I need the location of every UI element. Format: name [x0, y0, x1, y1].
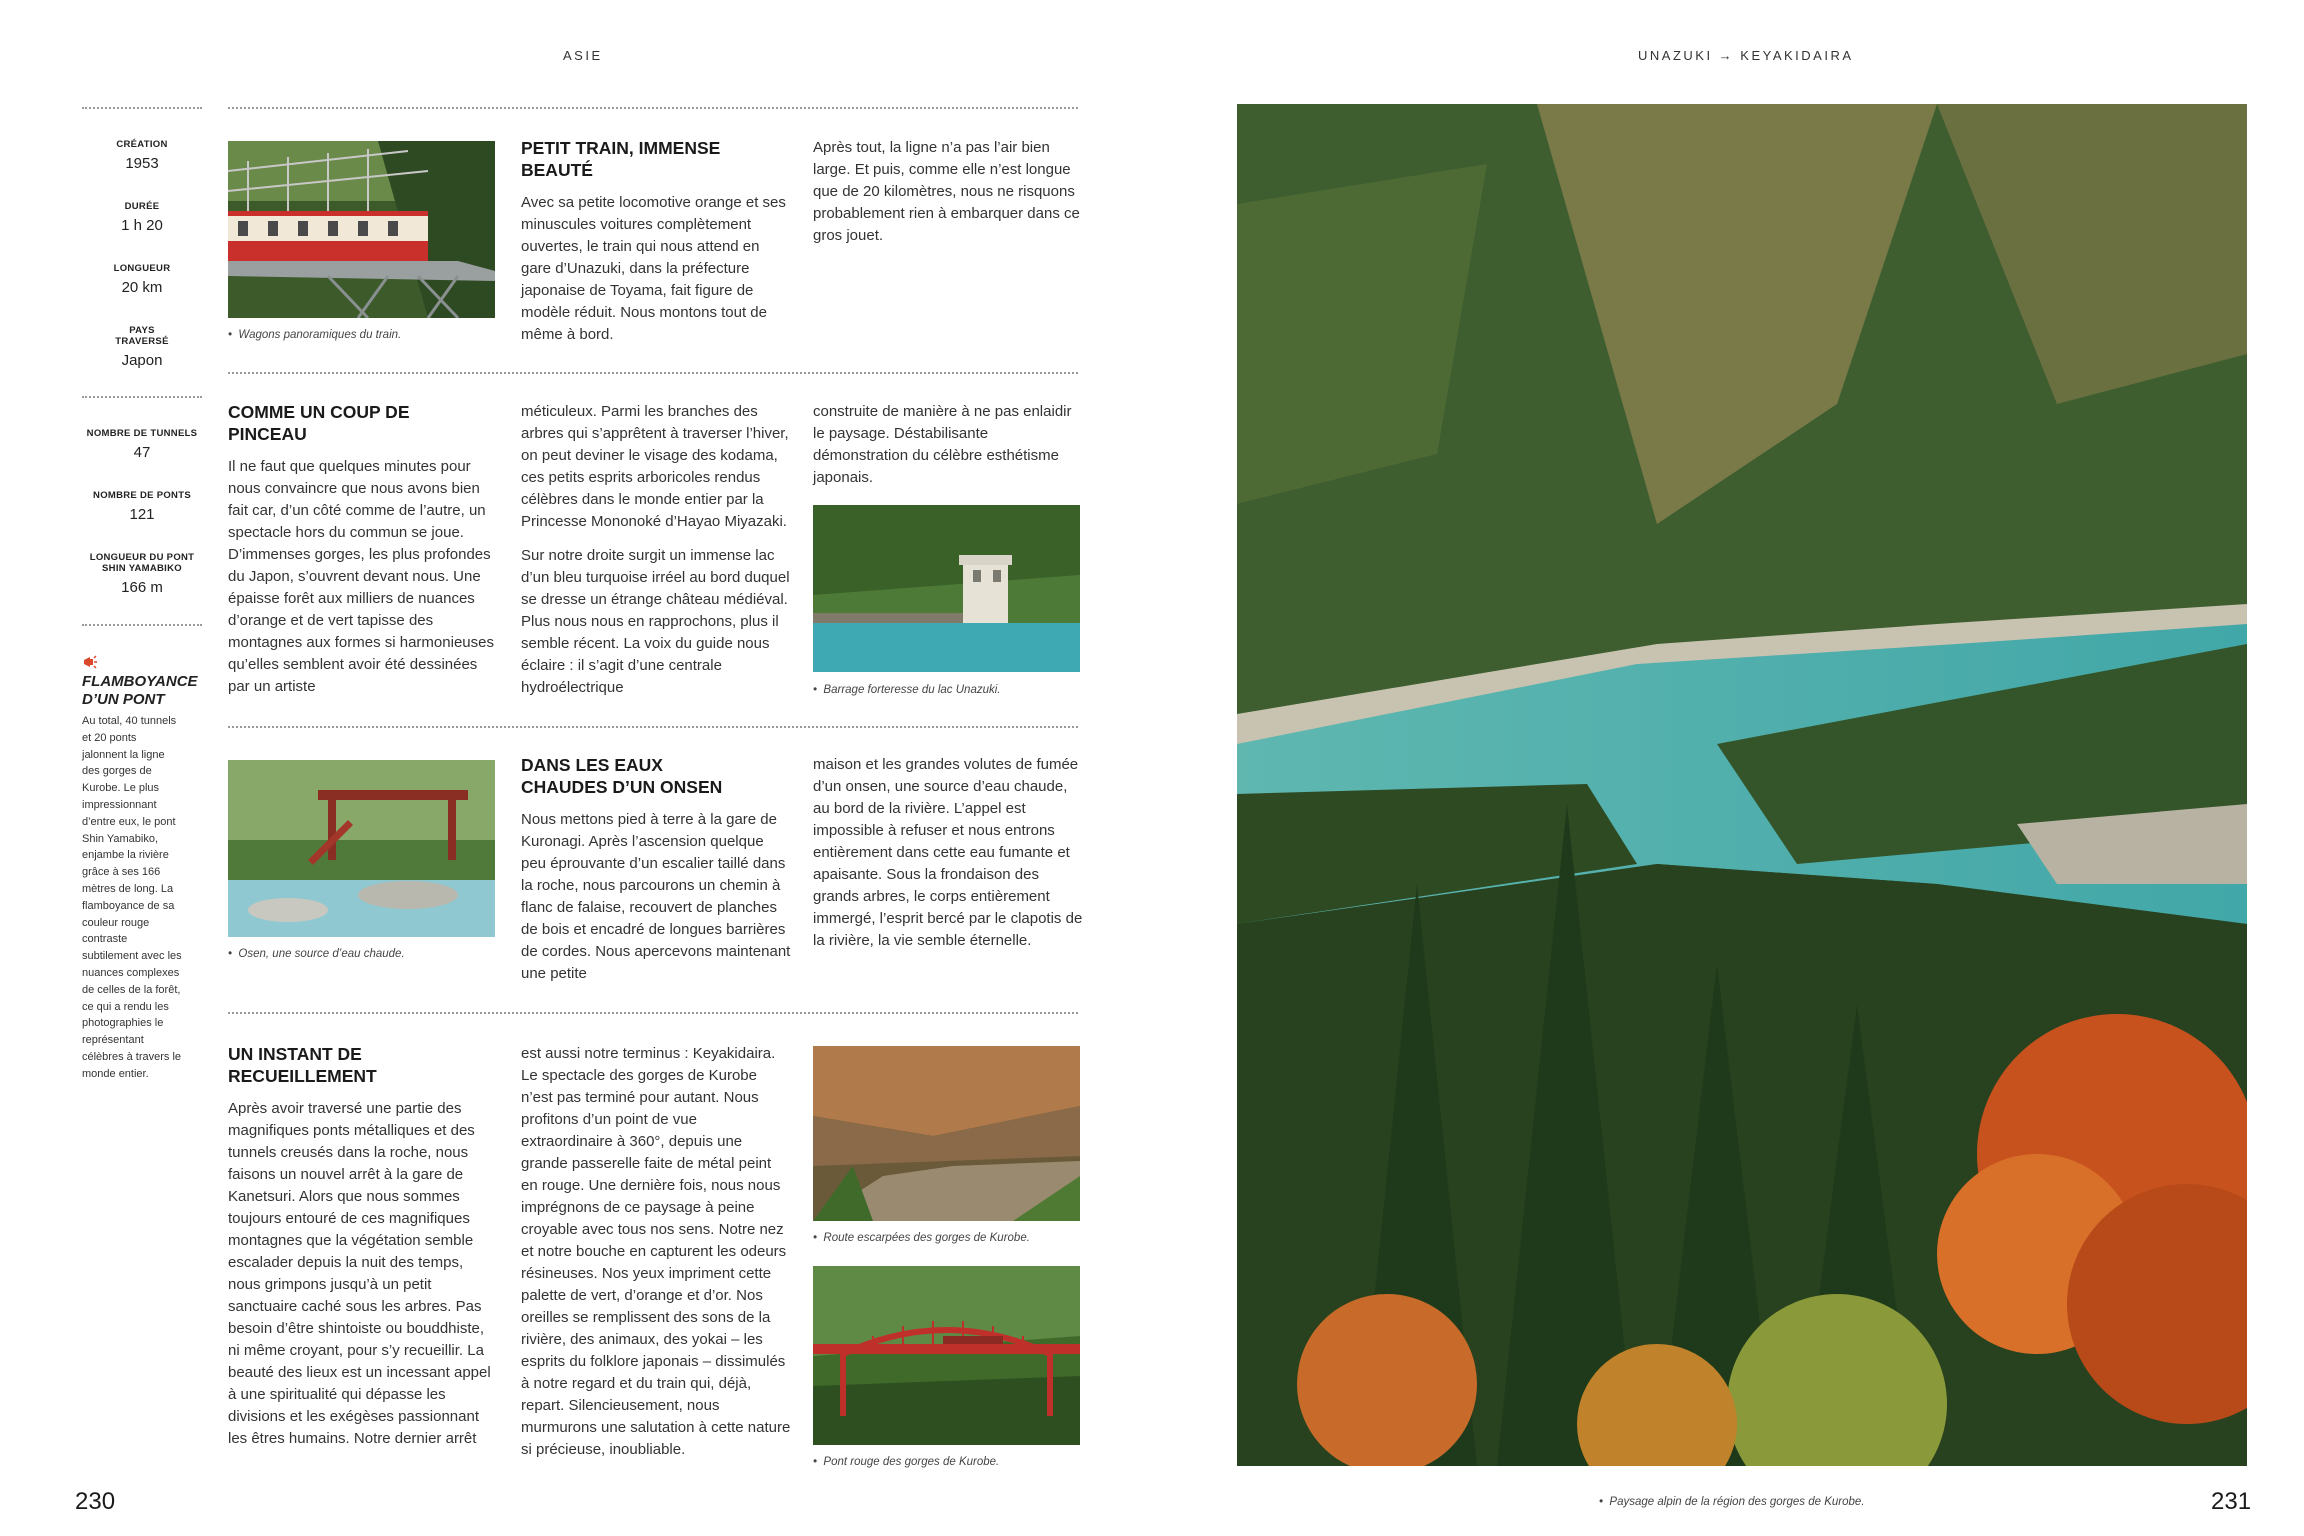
- section3-col1: [521, 809, 791, 997]
- fact-creation: [82, 139, 202, 172]
- photo-bridge: [813, 1266, 1080, 1445]
- paragraph: construite de manière à ne pas enlaidir le paysage. Déstabilisante démonstration du célèbre esthétisme japonais.: [813, 403, 1072, 486]
- fact-label: LONGUEUR: [113, 263, 171, 274]
- caption-onsen: • Osen, une source d’eau chaude.: [228, 948, 405, 960]
- fact-value: 1 h 20: [121, 217, 163, 234]
- caption-landscape: • Paysage alpin de la région des gorges de Kurobe.: [1599, 1496, 1865, 1508]
- fact-value: Japon: [121, 352, 163, 369]
- paragraph: Il ne faut que quelques minutes pour nous convaincre que nous avons bien fait car, d’un côté comme de l’autre, un spectacle hors du commun se joue. D’immenses gorges, les plus profondes du Japon, s’ouvrent devant nous. Une épaisse forêt aux milliers de nuances d’orange et de vert tapisse des montagnes aux formes si harmonieuses qu’elles semblent avoir été dessinées par un artiste: [228, 458, 494, 695]
- paragraph: Après tout, la ligne n’a pas l’air bien large. Et puis, comme elle n’est longue que de 20 kilomètres, nous ne risquons probablement rien à embarquer dans ce gros jouet.: [813, 139, 1080, 244]
- section1-title: PETIT TRAIN, IMMENSE BEAUTÉ: [521, 138, 721, 180]
- photo-onsen: [228, 760, 495, 937]
- fact-rule: [82, 624, 202, 626]
- fact-rule: [82, 107, 202, 109]
- caption-onsen-text: Osen, une source d’eau chaude.: [238, 948, 405, 960]
- section2-col2: [813, 401, 1083, 501]
- section2-title: COMME UN COUP DE PINCEAU: [228, 402, 410, 444]
- fact-pont-longueur: [82, 552, 202, 596]
- megaphone-icon: [82, 654, 98, 670]
- fact-label: NOMBRE DE PONTS: [93, 490, 191, 501]
- paragraph: est aussi notre terminus : Keyakidaira. Le spectacle des gorges de Kurobe n’est pas terminé pour autant. Nous profitons d’un point de vue extraordinaire à 360°, depuis une grande passerelle faite de métal peint en rouge. Une dernière fois, nous nous imprégnons de ce paysage à peine croyable avec tous nos sens. Notre nez et notre bouche en capturent les odeurs résineuses. Nos yeux impriment cette palette de vert, d’orange et d’or. Nos oreilles se remplissent des sons de la rivière, des animaux, des yokai – les esprits du folklore japonais – dissimulés à notre regard et du train qui, déjà, repart. Silencieusement, nous murmurons une salutation à cette nature si précieuse, inoubliable.: [521, 1045, 791, 1458]
- fact-label: LONGUEUR DU PONT SHIN YAMABIKO: [89, 552, 195, 574]
- sidebar-text: Au total, 40 tunnels et 20 ponts jalonnent la ligne des gorges de Kurobe. Le plus impressionnant d’entre eux, le pont Shin Yamabiko, enjambe la rivière grâce à ses 166 mètres de long. La flamboyance de sa couleur rouge contraste subtilement avec les nuances complexes de celles de la forêt, ce qui a rendu les photographies le représentant célèbres à travers le monde entier.: [82, 715, 182, 1080]
- section-rule: [228, 726, 1078, 728]
- caption-train: • Wagons panoramiques du train.: [228, 329, 402, 341]
- page-number-right: 231: [2211, 1488, 2252, 1515]
- photo-landscape: [1237, 104, 2247, 1466]
- paragraph: Avec sa petite locomotive orange et ses minuscules voitures complètement ouvertes, le train qui nous attend en gare d’Unazuki, dans la préfecture japonaise de Toyama, fait figure de modèle réduit. Nous montons tout de même à bord.: [521, 194, 786, 343]
- fact-ponts: [82, 490, 202, 523]
- caption-landscape-text: Paysage alpin de la région des gorges de Kurobe.: [1609, 1496, 1865, 1508]
- fact-label: NOMBRE DE TUNNELS: [86, 428, 198, 439]
- sidebar-title: FLAMBOYANCE D’UN PONT: [82, 673, 198, 708]
- photo-train: [228, 141, 495, 318]
- section-rule: [228, 372, 1078, 374]
- caption-dam-text: Barrage forteresse du lac Unazuki.: [823, 684, 1001, 696]
- fact-value: 47: [133, 444, 151, 461]
- section2-col0: [228, 456, 498, 710]
- paragraph: maison et les grandes volutes de fumée d’un onsen, une source d’eau chaude, au bord de la rivière. L’appel est impossible à refuser et nous entrons entièrement dans cette eau fumante et apaisante. Sous la frondaison des grands arbres, le corps entièrement immergé, l’esprit bercé par le clapotis de la rivière, la vie semble éternelle.: [813, 756, 1083, 949]
- section2-col1: [521, 401, 791, 711]
- fact-value: 20 km: [121, 279, 163, 296]
- fact-tunnels: [82, 428, 202, 461]
- fact-longueur: [82, 263, 202, 296]
- caption-train-text: Wagons panoramiques du train.: [238, 329, 402, 341]
- section-rule: [228, 107, 1078, 109]
- section4-col0: [228, 1098, 498, 1462]
- section4-title: UN INSTANT DE RECUEILLEMENT: [228, 1044, 377, 1086]
- page-number-left: 230: [75, 1488, 116, 1515]
- fact-value: 1953: [125, 155, 159, 172]
- paragraph: Sur notre droite surgit un immense lac d’un bleu turquoise irréel au bord duquel se dresse un étrange château médiéval. Plus nous nous en rapprochons, plus il semble récent. La voix du guide nous éclaire : il s’agit d’une centrale hydroélectrique: [521, 547, 790, 696]
- right-running-head: UNAZUKI → KEYAKIDAIRA: [1638, 48, 1854, 63]
- caption-cliff: • Route escarpées des gorges de Kurobe.: [813, 1232, 1030, 1244]
- fact-pays: [82, 325, 202, 369]
- caption-cliff-text: Route escarpées des gorges de Kurobe.: [823, 1232, 1030, 1244]
- fact-label: PAYS TRAVERSÉ: [115, 325, 169, 347]
- caption-dam: • Barrage forteresse du lac Unazuki.: [813, 684, 1001, 696]
- section1-col1: [521, 192, 791, 358]
- paragraph: Nous mettons pied à terre à la gare de Kuronagi. Après l’ascension quelque peu éprouvante d’un escalier taillé dans la roche, nous parcourons un chemin à flanc de falaise, recouvert de planches de bois et encadré de longues barrières de cordes. Nous apercevons maintenant une petite: [521, 811, 791, 982]
- fact-label: DURÉE: [124, 201, 160, 212]
- fact-value: 166 m: [121, 579, 163, 596]
- section3-col2: [813, 754, 1083, 964]
- section-rule: [228, 1012, 1078, 1014]
- caption-bridge: • Pont rouge des gorges de Kurobe.: [813, 1456, 1000, 1468]
- fact-duree: [82, 201, 202, 234]
- left-running-head: ASIE: [563, 48, 603, 63]
- fact-value: 121: [129, 506, 155, 523]
- fact-label: CRÉATION: [116, 139, 168, 150]
- section4-col1: [521, 1043, 791, 1473]
- fact-rule: [82, 396, 202, 398]
- photo-dam: [813, 505, 1080, 672]
- photo-cliff: [813, 1046, 1080, 1221]
- paragraph: méticuleux. Parmi les branches des arbres qui s’apprêtent à traverser l’hiver, on peut deviner le visage des kodama, ces petits esprits arboricoles rendus célèbres dans le monde entier par la Princesse Mononoké d’Hayao Miyazaki.: [521, 403, 789, 530]
- paragraph: Après avoir traversé une partie des magnifiques ponts métalliques et des tunnels creusés dans la roche, nous faisons un nouvel arrêt à la gare de Kanetsuri. Alors que nous sommes toujours entouré de ces magnifiques montagnes que la végétation semble escalader depuis la nuit des temps, nous grimpons jusqu’à un petit sanctuaire caché sous les arbres. Pas besoin d’être shintoiste ou bouddhiste, ni même croyant, pour s’y recueillir. La beauté des lieux est un incessant appel à une spiritualité qui dépasse les divisions et les exégèses passionnant les êtres humains. Notre dernier arrêt: [228, 1100, 491, 1447]
- section1-col2: [813, 137, 1083, 259]
- section3-title: DANS LES EAUX CHAUDES D’UN ONSEN: [521, 755, 723, 797]
- caption-bridge-text: Pont rouge des gorges de Kurobe.: [823, 1456, 1000, 1468]
